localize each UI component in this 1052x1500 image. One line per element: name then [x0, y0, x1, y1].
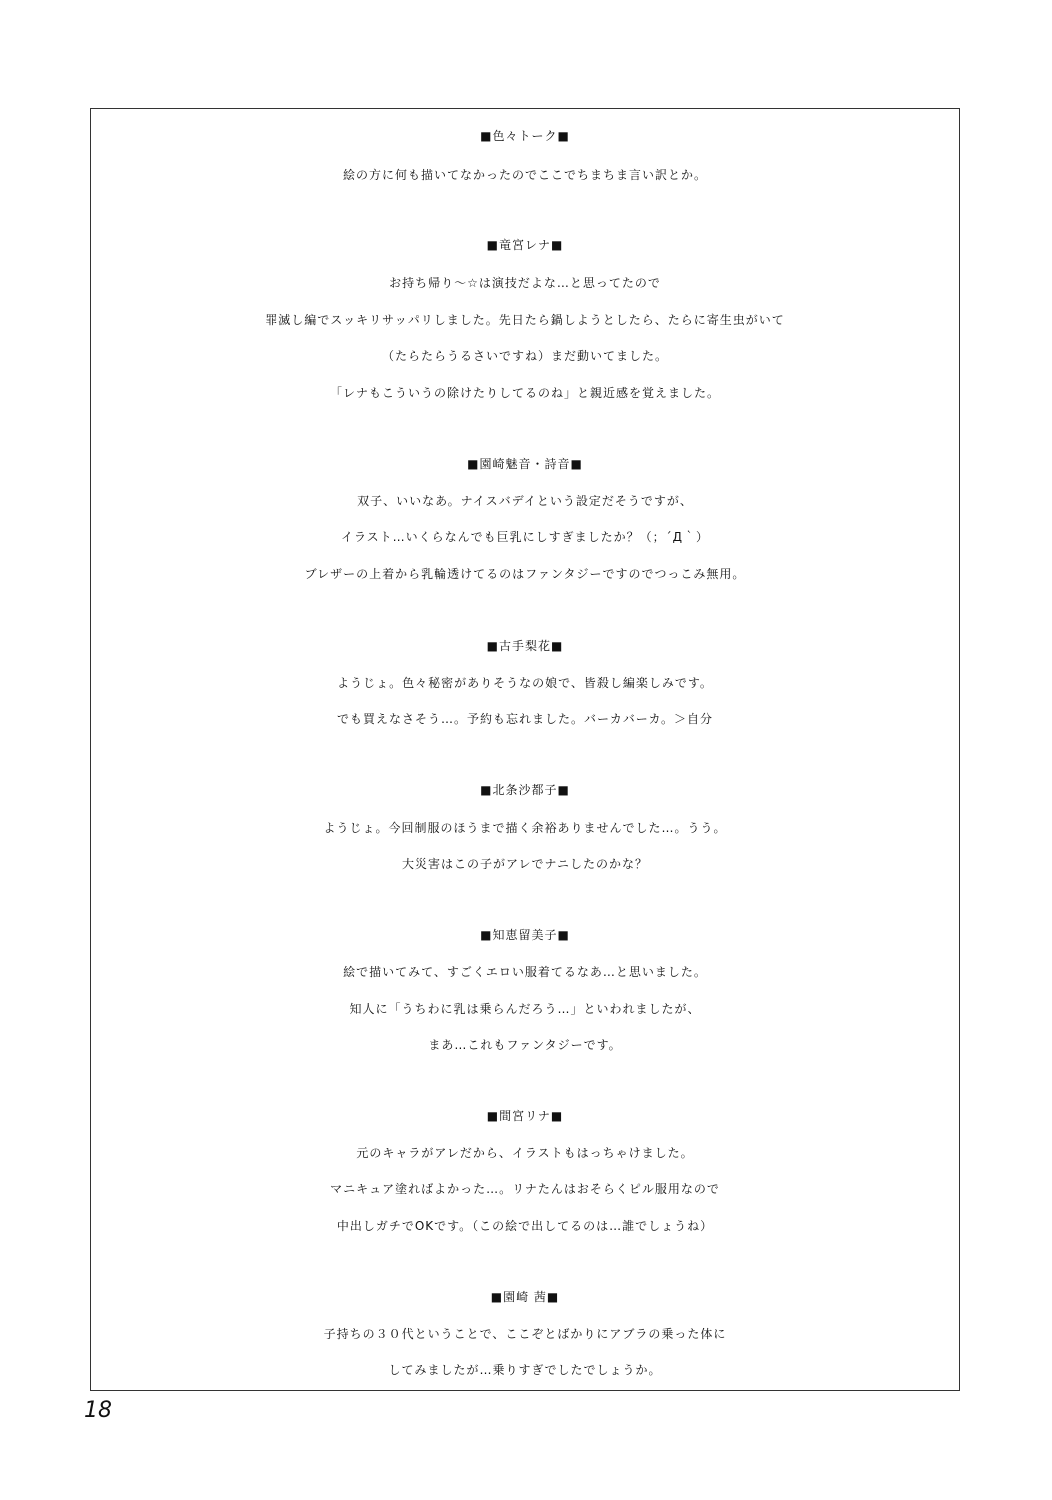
- text-line: イラスト…いくらなんでも巨乳にしすぎましたか？（；´Д｀）: [340, 530, 710, 544]
- text-line: （たらたらうるさいですね）まだ動いてました。: [381, 349, 668, 363]
- text-line: 大災害はこの子がアレでナニしたのかな？: [401, 857, 649, 871]
- text-line: 絵の方に何も描いてなかったのでここでちまちま言い訳とか。: [342, 168, 707, 182]
- text-line: 子持ちの３０代ということで、ここぞとばかりにアブラの乗った体に: [323, 1327, 727, 1341]
- section-heading: ■園崎魅音・詩音■: [467, 457, 583, 471]
- text-line: 絵で描いてみて、すごくエロい服着てるなあ…と思いました。: [343, 965, 707, 979]
- text-line: してみましたが…乗りすぎでしたでしょうか。: [388, 1363, 662, 1377]
- text-line: 「レナもこういうの除けたりしてるのね」と親近感を覚えました。: [329, 386, 720, 400]
- section-heading: ■北条沙都子■: [480, 783, 570, 797]
- section-heading: ■間宮リナ■: [486, 1109, 564, 1123]
- text-line: まあ…これもファンタジーです。: [428, 1038, 622, 1052]
- section-heading: ■園崎 茜■: [490, 1290, 560, 1304]
- text-line: 元のキャラがアレだから、イラストもはっちゃけました。: [356, 1146, 694, 1160]
- text-line: ようじょ。今回制服のほうまで描く余裕ありませんでした…。うう。: [323, 821, 727, 835]
- text-line: でも買えなさそう…。予約も忘れました。バーカバーカ。＞自分: [336, 712, 714, 726]
- text-line: ブレザーの上着から乳輪透けてるのはファンタジーですのでつっこみ無用。: [304, 567, 746, 581]
- section-heading: ■古手梨花■: [486, 639, 564, 653]
- text-line: 双子、いいなあ。ナイスバデイという設定だそうですが、: [357, 494, 693, 508]
- text-line: お持ち帰り～☆は演技だよな…と思ってたので: [389, 276, 661, 290]
- text-line: 中出しガチでOKです。（この絵で出してるのは…誰でしょうね）: [336, 1219, 714, 1233]
- text-line: 知人に「うちわに乳は乗らんだろう…」といわれましたが、: [349, 1002, 701, 1016]
- section-heading: ■知恵留美子■: [480, 928, 570, 942]
- page-number: 18: [84, 1398, 112, 1423]
- section-heading: ■竜宮レナ■: [486, 238, 564, 252]
- text-line: 罪滅し編でスッキリサッパリしました。先日たら鍋しようとしたら、たらに寄生虫がいて: [265, 313, 785, 327]
- text-line: ようじょ。色々秘密がありそうなの娘で、皆殺し編楽しみです。: [337, 676, 713, 690]
- section-heading: ■色々トーク■: [480, 129, 570, 143]
- text-line: マニキュア塗ればよかった…。リナたんはおそらくピル服用なので: [330, 1182, 720, 1196]
